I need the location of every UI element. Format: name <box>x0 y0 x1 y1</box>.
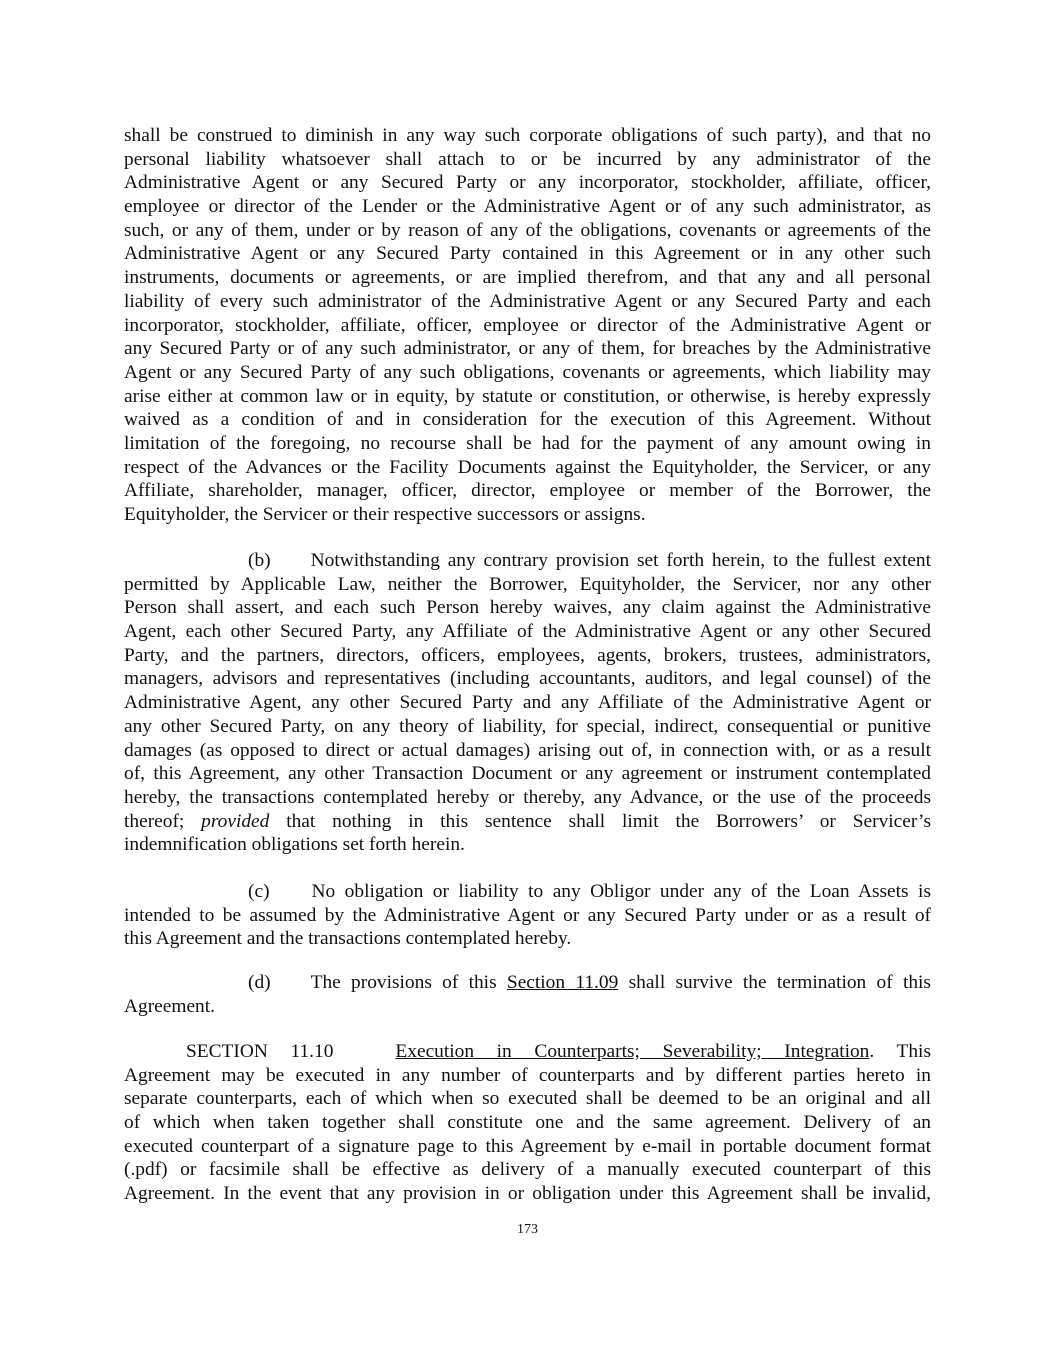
paragraph-label: (d) <box>248 972 271 993</box>
text-line: arise either at common law or in equity, by statute or constitution, or otherwise, is hereby expressly <box>124 385 931 407</box>
text-line: limitation of the foregoing, no recourse shall be had for the payment of any amount owing in <box>124 432 931 454</box>
text-line: (.pdf) or facsimile shall be effective as delivery of a manually executed counterpart of this <box>124 1159 931 1181</box>
text-line: damages (as opposed to direct or actual damages) arising out of, in connection with, or as a result <box>124 739 931 761</box>
section-heading-line: SECTION 11.10 Execution in Counterparts; Severability; Integration. This <box>186 1041 931 1062</box>
section-11-10 <box>124 1040 931 1206</box>
paragraph-c <box>124 880 931 951</box>
text-line: waived as a condition of and in consideration for the execution of this Agreement. Without <box>124 409 931 431</box>
text-line: Agreement may be executed in any number of counterparts and by different parties hereto in <box>124 1064 931 1086</box>
paragraph-label: (b) <box>248 550 271 571</box>
text-line: Party, and the partners, directors, officers, employees, agents, brokers, trustees, administrators, <box>124 644 931 666</box>
text-line: separate counterparts, each of which when so executed shall be deemed to be an original and all <box>124 1088 931 1110</box>
paragraph-label: (c) <box>248 881 270 902</box>
text-line: liability of every such administrator of the Administrative Agent or any Secured Party and each <box>124 290 931 312</box>
text-line: any Secured Party or of any such administrator, or any of them, for breaches by the Administrative <box>124 338 931 360</box>
text-line: respect of the Advances or the Facility Documents against the Equityholder, the Servicer, or any <box>124 456 931 478</box>
proviso-line: thereof; provided that nothing in this sentence shall limit the Borrowers’ or Servicer’s <box>124 810 931 832</box>
section-number: SECTION 11.10 <box>186 1041 334 1062</box>
paragraph-a-continued <box>124 124 931 527</box>
text-line: of which when taken together shall constitute one and the same agreement. Delivery of an <box>124 1112 931 1134</box>
text-line: Administrative Agent or any Secured Party contained in this Agreement or in any other such <box>124 243 931 265</box>
text-line: Agreement. <box>124 995 215 1017</box>
text-line: managers, advisors and representatives (including accountants, auditors, and legal counsel) of the <box>124 668 931 690</box>
paragraph-b <box>124 549 931 857</box>
section-heading: Execution in Counterparts; Severability; Integration <box>395 1041 870 1062</box>
text-line: Agent or any Secured Party of any such obligations, covenants or agreements, which liability may <box>124 361 931 383</box>
text-line: hereby, the transactions contemplated hereby or thereby, any Advance, or the use of the proceeds <box>124 786 931 808</box>
text-line: employee or director of the Lender or the Administrative Agent or of any such administrator, as <box>124 196 931 218</box>
text-line: Equityholder, the Servicer or their respective successors or assigns. <box>124 504 646 525</box>
text-line: instruments, documents or agreements, or are implied therefrom, and that any and all personal <box>124 267 931 289</box>
text-line: any other Secured Party, on any theory of liability, for special, indirect, consequential or punitive <box>124 715 931 737</box>
section-reference-link: Section 11.09 <box>506 972 619 993</box>
text-line: intended to be assumed by the Administrative Agent or any Secured Party under or as a result of <box>124 904 931 926</box>
paragraph-b-first-line: (b) Notwithstanding any contrary provision set forth herein, to the fullest extent <box>248 550 931 571</box>
paragraph-d <box>124 971 931 1018</box>
text-line: this Agreement and the transactions contemplated hereby. <box>124 928 572 950</box>
text-line: indemnification obligations set forth herein. <box>124 834 465 856</box>
text-line: shall be construed to diminish in any way such corporate obligations of such party), and that no <box>124 125 931 146</box>
paragraph-c-first-line: (c) No obligation or liability to any Obligor under any of the Loan Assets is <box>248 881 931 902</box>
text-line: permitted by Applicable Law, neither the Borrower, Equityholder, the Servicer, nor any other <box>124 573 931 595</box>
text-line: Person shall assert, and each such Person hereby waives, any claim against the Administrative <box>124 597 931 619</box>
text-line: Agent, each other Secured Party, any Affiliate of the Administrative Agent or any other Secured <box>124 621 931 643</box>
text-line: personal liability whatsoever shall attach to or be incurred by any administrator of the <box>124 148 931 170</box>
text-line: Administrative Agent, any other Secured Party and any Affiliate of the Administrative Agent or <box>124 692 931 714</box>
text-line: incorporator, stockholder, affiliate, officer, employee or director of the Administrative Agent or <box>124 314 931 336</box>
text-line: of, this Agreement, any other Transaction Document or any agreement or instrument contemplated <box>124 763 931 785</box>
italic-term-provided: provided <box>201 810 270 832</box>
text-line: Agreement. In the event that any provision in or obligation under this Agreement shall be invalid, <box>124 1183 931 1205</box>
page-number: 173 <box>517 1222 538 1237</box>
paragraph-d-first-line: (d) The provisions of this Section 11.09 shall survive the termination of this <box>248 972 931 993</box>
text-line: such, or any of them, under or by reason of any of the obligations, covenants or agreements of the <box>124 219 931 241</box>
text-line: Administrative Agent or any Secured Party or any incorporator, stockholder, affiliate, officer, <box>124 172 931 194</box>
text-line: Affiliate, shareholder, manager, officer, director, employee or member of the Borrower, the <box>124 480 931 502</box>
text-line: executed counterpart of a signature page to this Agreement by e-mail in portable document format <box>124 1135 931 1157</box>
